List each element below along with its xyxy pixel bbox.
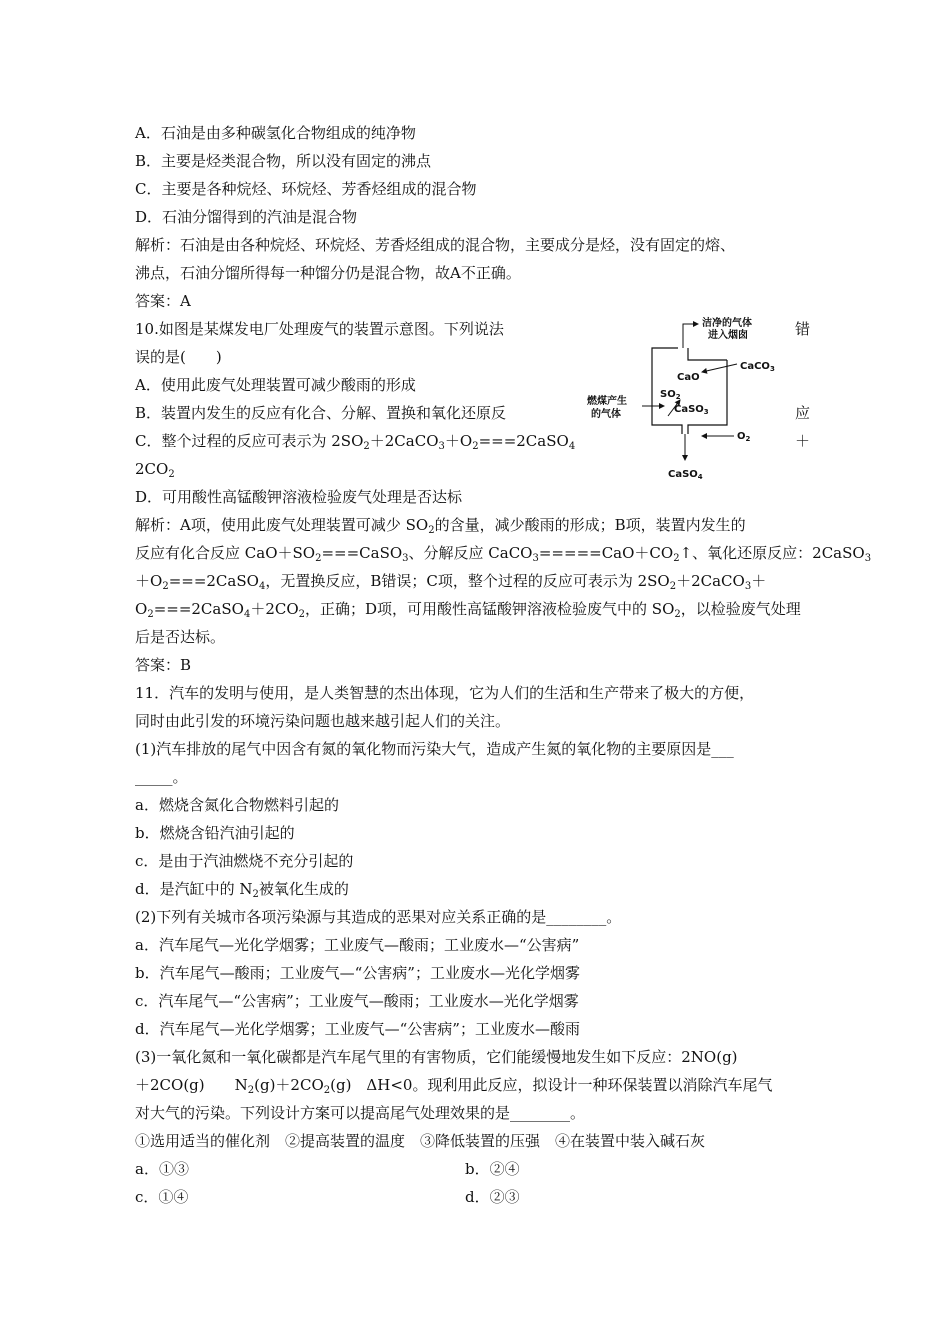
q11-part1-option-d: d．是汽缸中的 $N_2$被氧化生成的: [135, 880, 349, 900]
q11-part1-option-b: b．燃烧含铅汽油引起的: [135, 824, 295, 842]
q11-part3-line3: 对大气的污染。下列设计方案可以提高尾气处理效果的是________。: [135, 1104, 586, 1122]
caso4-label: CaSO$_4$: [668, 469, 703, 481]
q10-answer: 答案：B: [135, 656, 192, 674]
q11-part2-option-d: d．汽车尾气—光化学烟雾；工业废气—“公害病”；工业废水—酸雨: [135, 1020, 580, 1038]
q10-analysis-line3: $+O_2===2CaSO_4$，无置换反应，B错误；C项，整个过程的反应可表示为 $2SO_2+2CaCO_3+$: [135, 572, 767, 592]
q11-part3-option-a: a．①③: [135, 1160, 189, 1178]
q9-option-c: C．主要是各种烷烃、环烷烃、芳香烃组成的混合物: [135, 180, 477, 198]
q9-option-a: A．石油是由多种碳氢化合物组成的纯净物: [135, 124, 416, 142]
q11-part3-line2: ＋2CO(g) $N_2(g)+2CO_2(g)$ ΔH<0。现利用此反应，拟设计一种环保装置以消除汽车尾气: [135, 1076, 773, 1096]
q10-option-c-end: ＋: [795, 432, 811, 450]
q11-part3-option-b: b．②④: [465, 1160, 520, 1178]
o2-label: $O_2$: [737, 431, 751, 443]
q11-part3-option-c: c．①④: [135, 1188, 189, 1206]
q11-part2-option-c: c．汽车尾气—“公害病”；工业废气—酸雨；工业废水—光化学烟雾: [135, 992, 579, 1010]
q10-option-a: A．使用此废气处理装置可减少酸雨的形成: [135, 376, 416, 394]
q10-analysis-line5: 后是否达标。: [135, 628, 226, 646]
q9-analysis-line2: 沸点，石油分馏所得每一种馏分仍是混合物，故A不正确。: [135, 264, 521, 282]
q10-stem-line1: 10.如图是某煤发电厂处理废气的装置示意图。下列说法: [135, 320, 504, 338]
q10-option-d: D．可用酸性高锰酸钾溶液检验废气处理是否达标: [135, 488, 463, 506]
q11-part3-line1: (3)一氧化氮和一氧化碳都是汽车尾气里的有害物质，它们能缓慢地发生如下反应：2NO(g): [135, 1048, 738, 1066]
q11-part1-option-a: a．燃烧含氮化合物燃料引起的: [135, 796, 339, 814]
q11-part1-option-c: c．是由于汽油燃烧不充分引起的: [135, 852, 354, 870]
q9-option-b: B．主要是烃类混合物，所以没有固定的沸点: [135, 152, 432, 170]
q10-stem-line2: 误的是( ): [135, 348, 222, 366]
q11-stem-line1: 11．汽车的发明与使用，是人类智慧的杰出体现，它为人们的生活和生产带来了极大的方便，: [135, 684, 755, 702]
q11-part1-line2: _____。: [135, 768, 188, 786]
q9-analysis-line1: 解析：石油是由各种烷烃、环烷烃、芳香烃组成的混合物，主要成分是烃，没有固定的熔、: [135, 236, 736, 254]
q10-analysis-line2: 反应有化合反应 $CaO+SO_2===CaSO_3$、分解反应 $CaCO_3=====CaO+CO_2↑$、氧化还原反应：2CaSO$_3$: [135, 544, 872, 564]
q10-option-c-continued: $2CO_2$: [135, 460, 175, 480]
q10-analysis-line4: $O_2===2CaSO_4+2CO_2$，正确；D项，可用酸性高锰酸钾溶液检验废气中的 $SO_2$，以检验废气处理: [135, 600, 801, 620]
q9-option-d: D．石油分馏得到的汽油是混合物: [135, 208, 358, 226]
q10-option-b-end: 应: [795, 404, 811, 422]
cao-label: CaO: [677, 372, 700, 383]
flue-gas-diagram: [582, 312, 792, 487]
clean-gas-label-1: 洁净的气体: [702, 318, 752, 329]
clean-gas-label-2: 进入烟囱: [708, 330, 748, 341]
q11-part3-measures: ①选用适当的催化剂 ②提高装置的温度 ③降低装置的压强 ④在装置中装入碱石灰: [135, 1132, 706, 1150]
flue-gas-label-2: 的气体: [591, 409, 621, 420]
diagram-arrows: [642, 324, 737, 460]
q10-analysis-line1: 解析：A项，使用此废气处理装置可减少 $SO_2$的含量，减少酸雨的形成；B项，装置内发生的: [135, 516, 746, 536]
q11-part2-stem: (2)下列有关城市各项污染源与其造成的恶果对应关系正确的是________。: [135, 908, 622, 926]
q11-part2-option-b: b．汽车尾气—酸雨；工业废气—“公害病”；工业废水—光化学烟雾: [135, 964, 580, 982]
q11-part1-line1: (1)汽车排放的尾气中因含有氮的氧化物而污染大气，造成产生氮的氧化物的主要原因是___: [135, 740, 734, 758]
q11-part2-option-a: a．汽车尾气—光化学烟雾；工业废气—酸雨；工业废水—“公害病”: [135, 936, 580, 954]
q10-option-b: B．装置内发生的反应有化合、分解、置换和氧化还原反: [135, 404, 507, 422]
q11-stem-line2: 同时由此引发的环境污染问题也越来越引起人们的关注。: [135, 712, 511, 730]
q10-stem-line1-end: 错: [795, 320, 811, 338]
caso3-label: CaSO$_3$: [674, 404, 709, 416]
caco3-label: CaCO$_3$: [740, 361, 775, 373]
q10-option-c: C．整个过程的反应可表示为 $2SO_2+2CaCO_3+O_2===2CaSO_4$: [135, 432, 576, 452]
flue-gas-label-1: 燃煤产生: [587, 396, 627, 407]
q9-answer: 答案：A: [135, 292, 191, 310]
q11-part3-option-d: d．②③: [465, 1188, 520, 1206]
so2-label: $SO_2$: [660, 389, 681, 401]
